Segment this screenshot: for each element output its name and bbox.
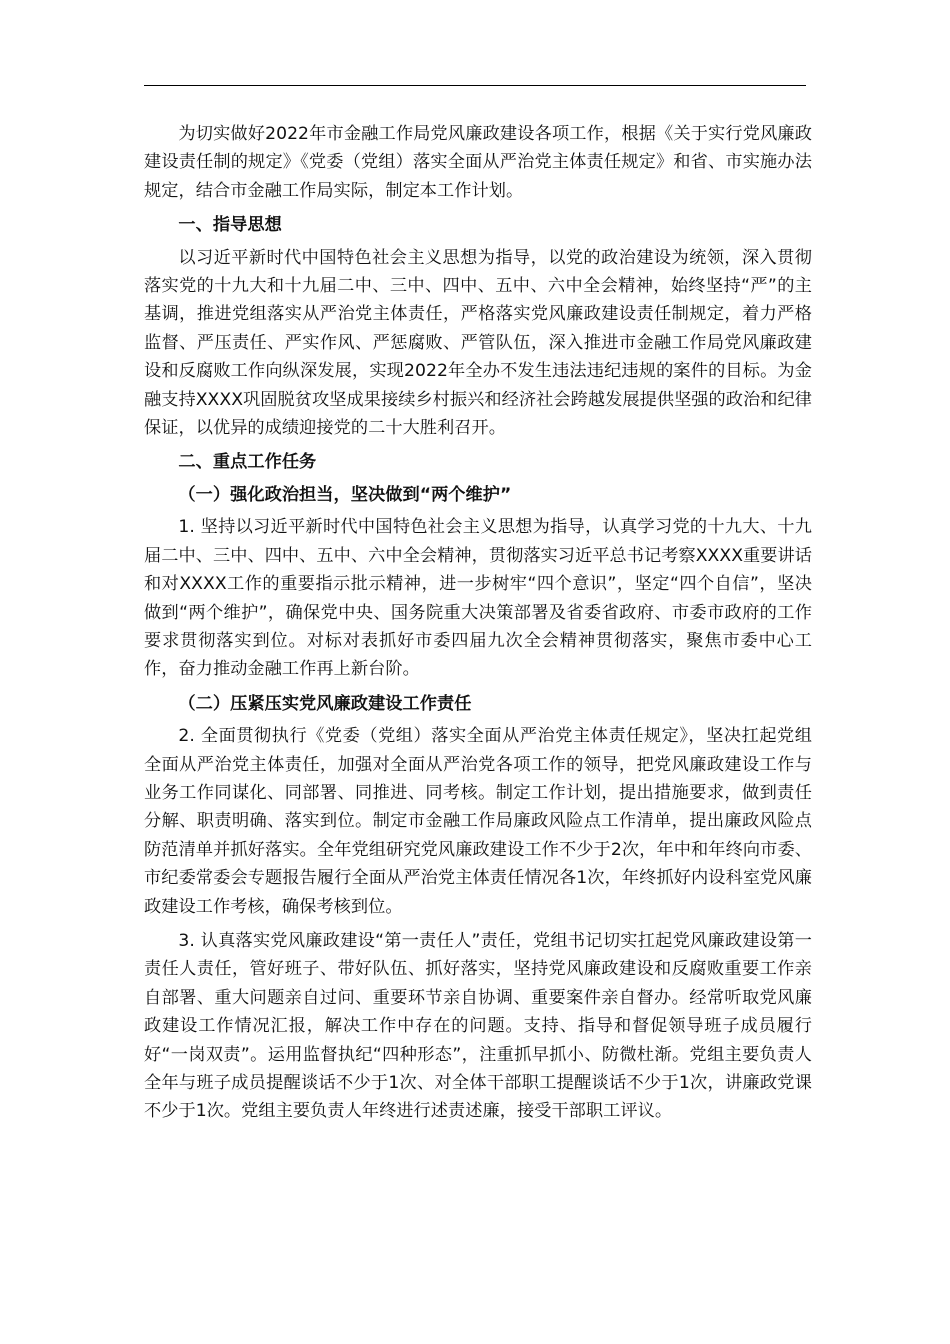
- task-item-1: 1. 坚持以习近平新时代中国特色社会主义思想为指导，认真学习党的十九大、十九届二中、三中、四中、五中、六中全会精神，贯彻落实习近平总书记考察XXXX重要讲话和对XXXX工作的重要指示批示精神，进一步树牢“四个意识”，坚定“四个自信”，坚决做到“两个维护”，确保党中央、国务院重大决策部署及省委省政府、市委市政府的工作要求贯彻落实到位。对标对表抓好市委四届九次全会精神贯彻落实，聚焦市委中心工作，奋力推动金融工作再上新台阶。: [144, 517, 812, 680]
- guiding-ideology-paragraph: 以习近平新时代中国特色社会主义思想为指导，以党的政治建设为统领，深入贯彻落实党的十九大和十九届二中、三中、四中、五中、六中全会精神，始终坚持“严”的主基调，推进党组落实从严治党主体责任，严格落实党风廉政建设责任制规定，着力严格监督、严压责任、严实作风、严惩腐败、严管队伍，深入推进市金融工作局党风廉政建设和反腐败工作向纵深发展，实现2022年全办不发生违法违纪违规的案件的目标。为金融支持XXXX巩固脱贫攻坚成果接续乡村振兴和经济社会跨越发展提供坚强的政治和纪律保证，以优异的成绩迎接党的二十大胜利召开。: [144, 247, 812, 439]
- section-heading-guiding-ideology: 一、指导思想: [178, 215, 282, 236]
- section-heading-key-tasks: 二、重点工作任务: [178, 452, 317, 473]
- subsection-heading-political-responsibility: （一）强化政治担当，坚决做到“两个维护”: [178, 484, 512, 505]
- task-item-2: 2. 全面贯彻执行《党委（党组）落实全面从严治党主体责任规定》，坚决扛起党组全面从严治党主体责任，加强对全面从严治党各项工作的领导，把党风廉政建设工作与业务工作同谋化、同部署、同推进、同考核。制定工作计划，提出措施要求，做到责任分解、职责明确、落实到位。制定市金融工作局廉政风险点工作清单，提出廉政风险点防范清单并抓好落实。全年党组研究党风廉政建设工作不少于2次，年中和年终向市委、市纪委常委会专题报告履行全面从严治党主体责任情况各1次，年终抓好内设科室党风廉政建设工作考核，确保考核到位。: [144, 726, 812, 917]
- header-divider: [144, 85, 806, 86]
- document-body: [144, 120, 812, 1132]
- task-item-3: 3. 认真落实党风廉政建设“第一责任人”责任，党组书记切实扛起党风廉政建设第一责任人责任，管好班子、带好队伍、抓好落实，坚持党风廉政建设和反腐败重要工作亲自部署、重大问题亲自过问、重要环节亲自协调、重要案件亲自督办。经常听取党风廉政建设工作情况汇报，解决工作中存在的问题。支持、指导和督促领导班子成员履行好“一岗双责”。运用监督执纪“四种形态”，注重抓早抓小、防微杜渐。党组主要负责人全年与班子成员提醒谈话不少于1次、对全体干部职工提醒谈话不少于1次，讲廉政党课不少于1次。党组主要负责人年终进行述责述廉，接受干部职工评议。: [144, 930, 812, 1122]
- subsection-heading-responsibility: （二）压紧压实党风廉政建设工作责任: [178, 693, 472, 714]
- intro-paragraph: 为切实做好2022年市金融工作局党风廉政建设各项工作，根据《关于实行党风廉政建设责任制的规定》《党委（党组）落实全面从严治党主体责任规定》和省、市实施办法规定，结合市金融工作局实际，制定本工作计划。: [144, 124, 812, 201]
